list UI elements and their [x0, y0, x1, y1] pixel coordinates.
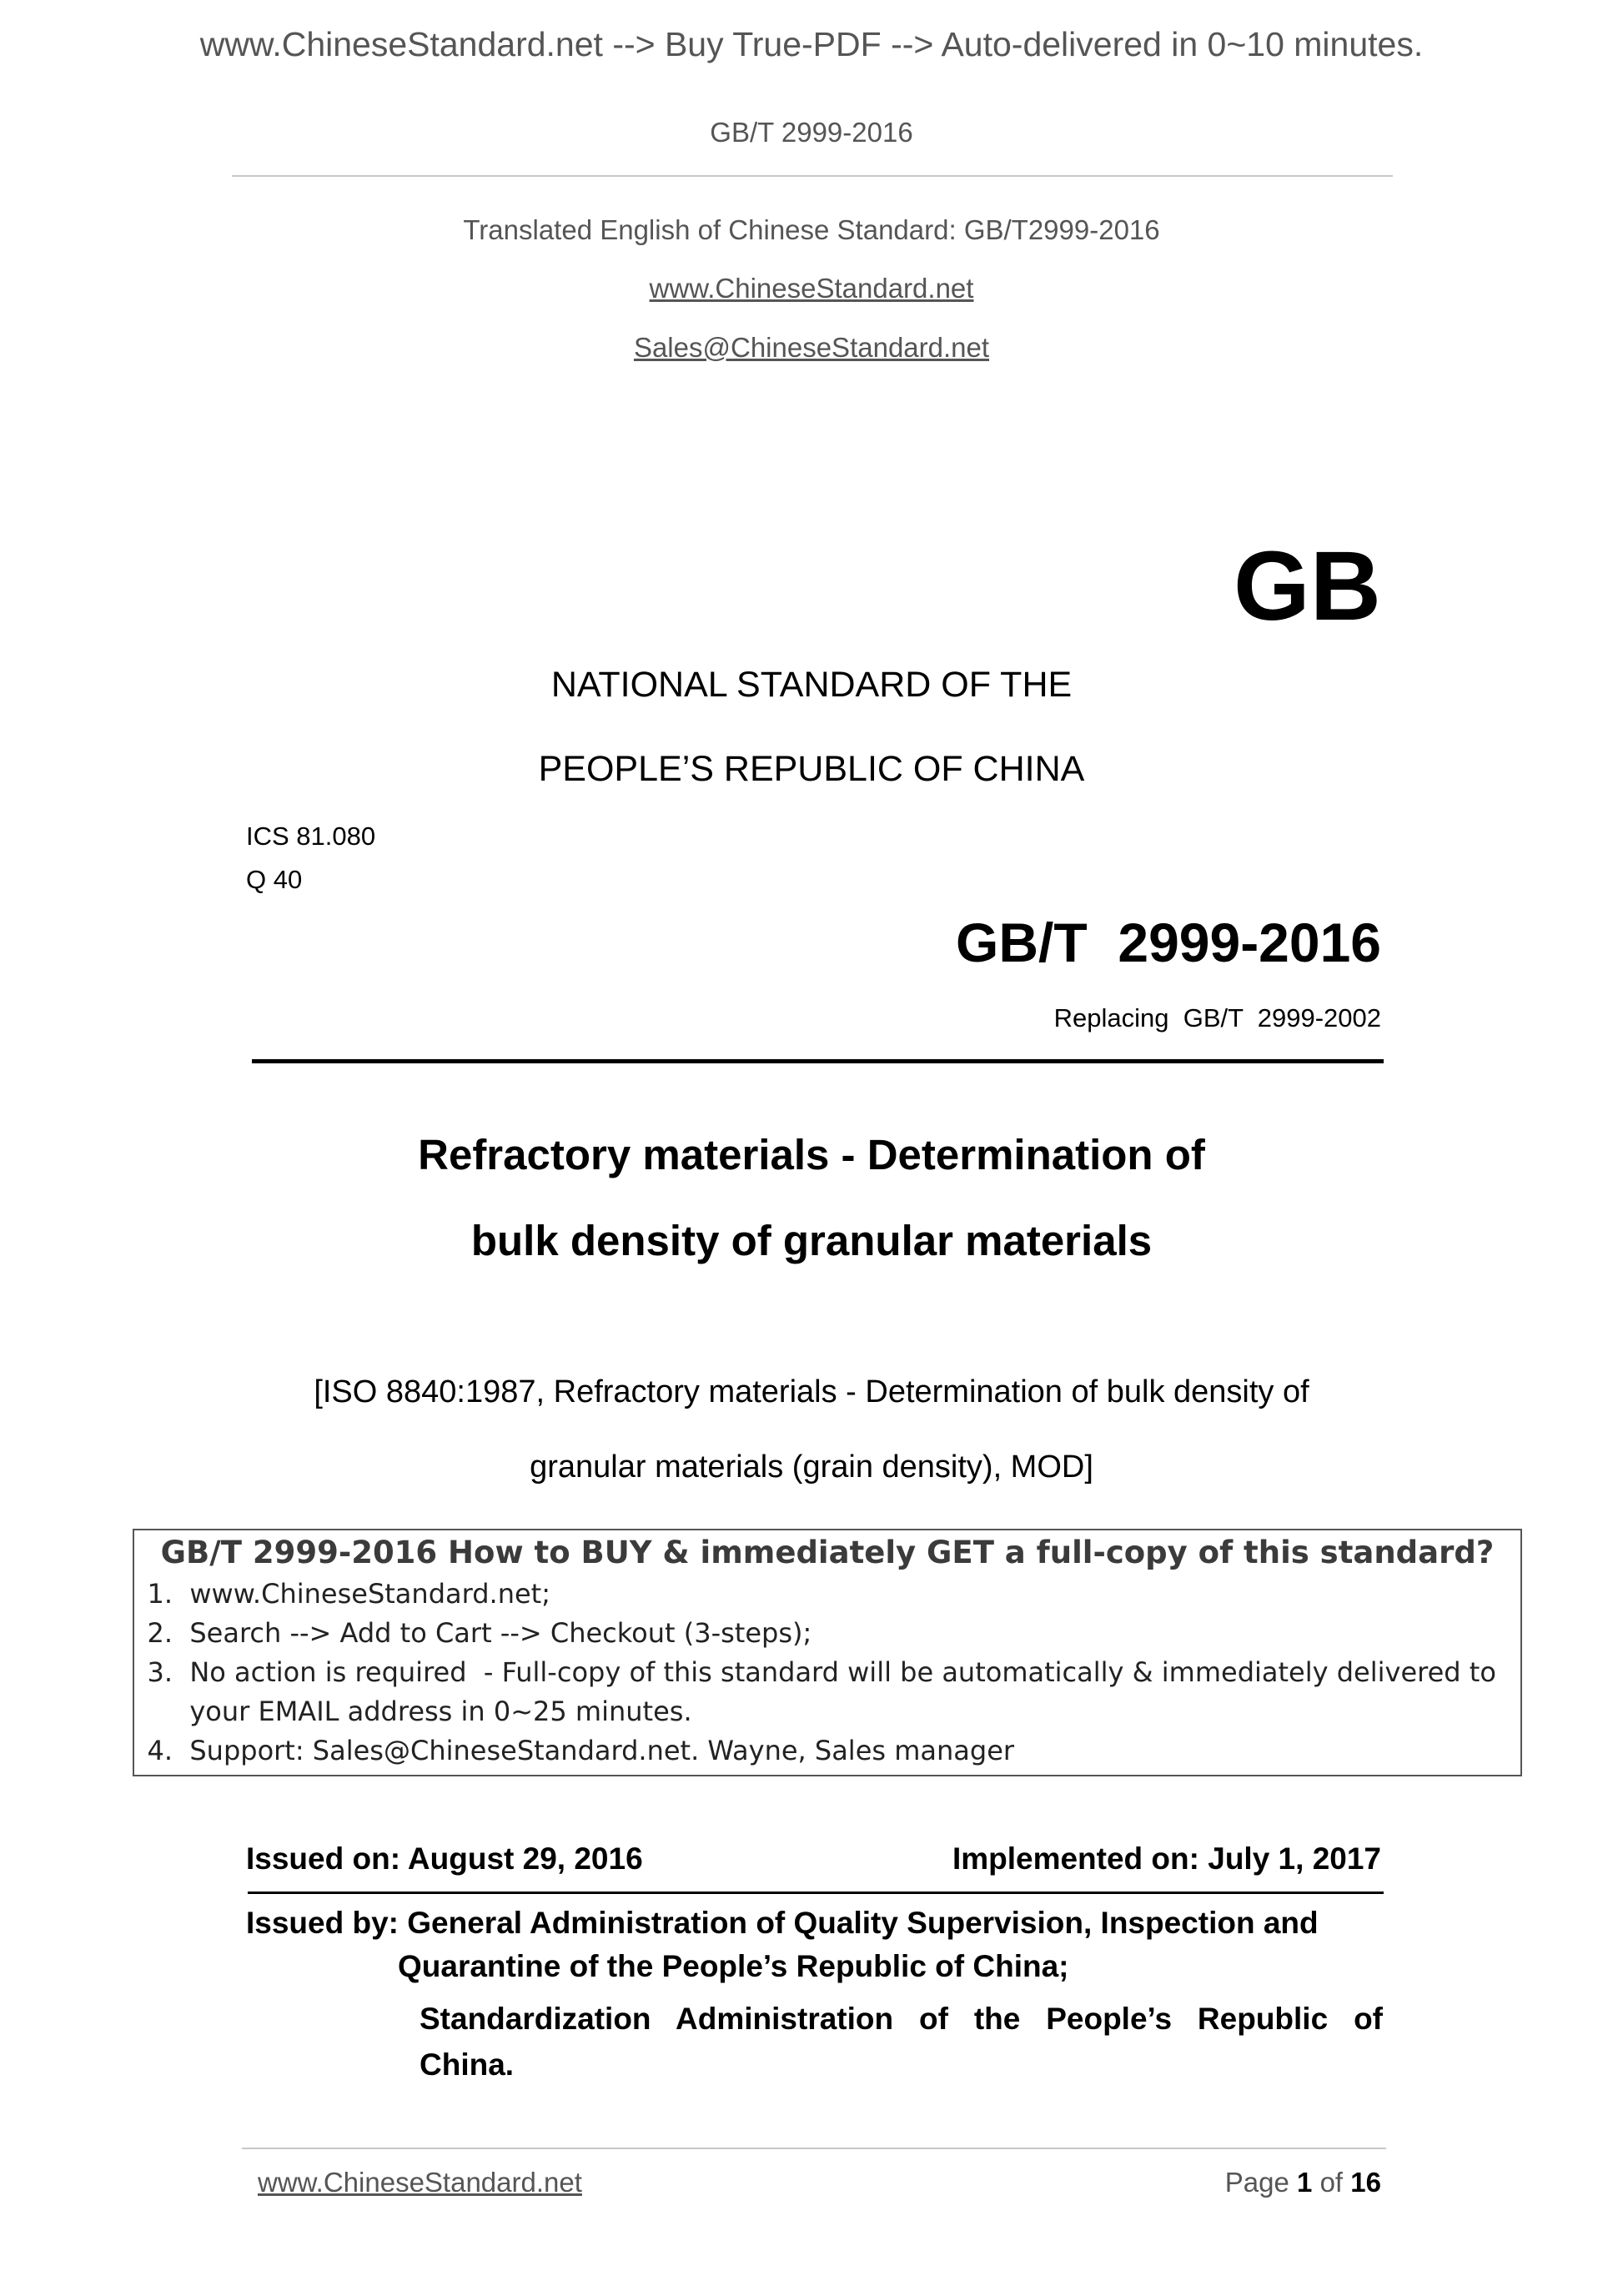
- buy-step-number: 3.: [147, 1656, 173, 1688]
- email-link[interactable]: Sales@ChineseStandard.net: [633, 332, 990, 363]
- national-standard-line2: PEOPLE’S REPUBLIC OF CHINA: [538, 749, 1085, 789]
- site-link-wrap: [0, 273, 1623, 304]
- standard-number: GB/T 2999-2016: [956, 912, 1381, 973]
- page-of: of: [1319, 2167, 1344, 2198]
- buy-step-text: No action is required - Full-copy of this standard will be automatically & immediately delivered to: [189, 1656, 1496, 1688]
- ics-code: ICS 81.080: [246, 821, 376, 851]
- page-current: 1: [1297, 2167, 1313, 2198]
- buy-step-text: Search --> Add to Cart --> Checkout (3-steps);: [189, 1617, 812, 1649]
- buy-info-box: [133, 1529, 1522, 1776]
- buy-step: [134, 1578, 550, 1610]
- header-standard-code: GB/T 2999-2016: [710, 117, 913, 148]
- iso-reference-line2: granular materials (grain density), MOD]: [530, 1449, 1093, 1485]
- header-divider: [232, 175, 1393, 177]
- buy-box-title: GB/T 2999-2016 How to BUY & immediately GET a full-copy of this standard?: [160, 1535, 1495, 1570]
- page-total: 16: [1350, 2167, 1381, 2198]
- implemented-on-date: Implemented on: July 1, 2017: [952, 1841, 1381, 1876]
- page-indicator: [1225, 2167, 1381, 2198]
- footer-site-link[interactable]: www.ChineseStandard.net: [258, 2167, 582, 2198]
- buy-step: [134, 1735, 1014, 1766]
- title-line2: bulk density of granular materials: [470, 1217, 1153, 1264]
- email-link-wrap: [0, 332, 1623, 364]
- issued-by-line1: Issued by: General Administration of Quality Supervision, Inspection and: [246, 1906, 1319, 1940]
- buy-step-text: Support: Sales@ChineseStandard.net. Wayne, Sales manager: [189, 1735, 1015, 1766]
- site-link[interactable]: www.ChineseStandard.net: [649, 273, 974, 304]
- title-line1: Refractory materials - Determination of: [418, 1131, 1205, 1178]
- buy-step: [134, 1696, 692, 1727]
- buy-step: [134, 1656, 1496, 1688]
- dates-divider: [248, 1892, 1384, 1894]
- classification-code: Q 40: [246, 865, 303, 894]
- replacing-note: Replacing GB/T 2999-2002: [1053, 1003, 1381, 1032]
- page-prefix: Page: [1224, 2167, 1289, 2198]
- buy-step-text[interactable]: www.ChineseStandard.net;: [189, 1578, 550, 1610]
- issued-on-date: Issued on: August 29, 2016: [246, 1841, 643, 1876]
- buy-step-text: your EMAIL address in 0~25 minutes.: [189, 1696, 692, 1727]
- gb-mark: GB: [1234, 531, 1381, 641]
- translation-line: Translated English of Chinese Standard: GB/T2999-2016: [463, 214, 1160, 245]
- buy-step-number: 1.: [147, 1578, 173, 1610]
- issued-by-line2: Quarantine of the People’s Republic of China;: [398, 1949, 1069, 1983]
- buy-step: [134, 1617, 812, 1649]
- buy-step-number: 4.: [147, 1735, 173, 1766]
- top-banner: www.ChineseStandard.net --> Buy True-PDF --> Auto-delivered in 0~10 minutes.: [199, 25, 1424, 63]
- issued-by-line4: China.: [420, 2047, 515, 2082]
- buy-step-number: 2.: [147, 1617, 173, 1649]
- iso-reference-line1: [ISO 8840:1987, Refractory materials - Determination of bulk density of: [314, 1374, 1309, 1409]
- footer-divider: [242, 2148, 1386, 2149]
- national-standard-line1: NATIONAL STANDARD OF THE: [550, 665, 1073, 705]
- issued-by-line3: Standardization Administration of the People’s Republic of: [420, 2002, 1383, 2036]
- main-divider: [252, 1059, 1384, 1063]
